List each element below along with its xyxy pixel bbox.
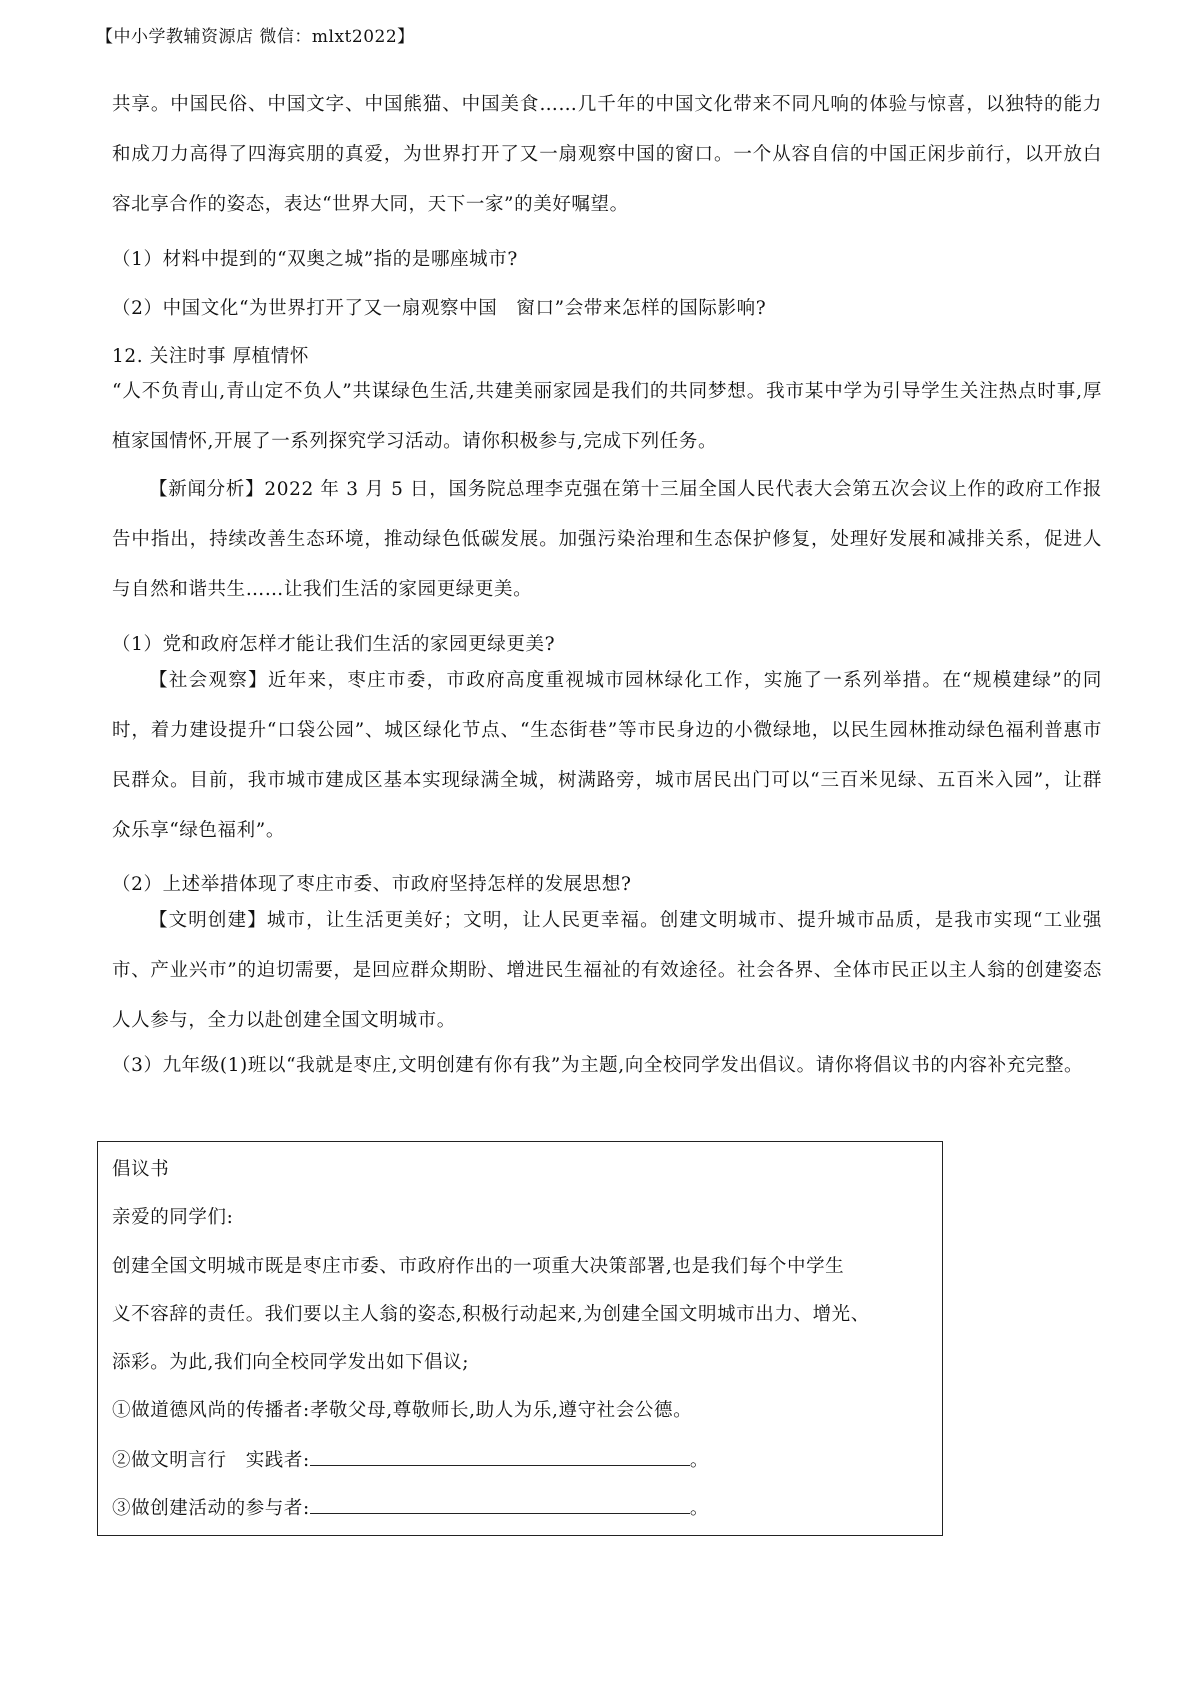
proposal-line-2: 义不容辞的责任。我们要以主人翁的姿态,积极行动起来,为创建全国文明城市出力、增光、 — [112, 1304, 870, 1325]
proposal-title: 倡议书 — [112, 1159, 170, 1180]
proposal-item-1: ①做道德风尚的传播者:孝敬父母,尊敬师长,助人为乐,遵守社会公德。 — [112, 1400, 693, 1421]
q11-sub2: （2）中国文化“为世界打开了又一扇观察中国 窗口”会带来怎样的国际影响? — [112, 298, 767, 319]
q12-social: 【社会观察】近年来，枣庄市委，市政府高度重视城市园林绿化工作，实施了一系列举措。在“规模建绿”的同时，着力建设提升“口袋公园”、城区绿化节点、“生态街巷”等市民身边的小微绿地，以民生园林推动绿色福利普惠市民群众。目前，我市城市建成区基本实现绿满全城，树满路旁，城市居民出门可以“三百米见绿、五百米入园”，让群众乐享“绿色福利”。 — [112, 670, 1102, 841]
q12-title: 12. 关注时事 厚植情怀 — [112, 346, 309, 367]
q11-material: 共享。中国民俗、中国文字、中国熊猫、中国美食……几千年的中国文化带来不同凡响的体验与惊喜，以独特的能力和成刀力高得了四海宾朋的真爱，为世界打开了又一扇观察中国的窗口。一个从容自信的中国正闲步前行，以开放白容北享合作的姿态，表达“世界大同，天下一家”的美好嘱望。 — [112, 94, 1102, 215]
q12-news: 【新闻分析】2022 年 3 月 5 日，国务院总理李克强在第十三届全国人民代表大会第五次会议上作的政府工作报告中指出，持续改善生态环境，推动绿色低碳发展。加强污染治理和生态保护修复，处理好发展和减排关系，促进人与自然和谐共生……让我们生活的家园更绿更美。 — [112, 479, 1102, 600]
proposal-item-2-end: 。 — [689, 1450, 709, 1471]
proposal-line-3: 添彩。为此,我们向全校同学发出如下倡议; — [112, 1352, 470, 1373]
answer-blank-item-2[interactable] — [310, 1445, 690, 1466]
proposal-greeting: 亲爱的同学们: — [112, 1207, 234, 1228]
q11-sub1: （1）材料中提到的“双奥之城”指的是哪座城市? — [112, 249, 518, 270]
proposal-box — [97, 1141, 943, 1536]
proposal-item-2-label: ②做文明言行 实践者: — [112, 1450, 310, 1471]
proposal-item-3-end: 。 — [689, 1498, 709, 1519]
q12-civil: 【文明创建】城市，让生活更美好；文明，让人民更幸福。创建文明城市、提升城市品质，是我市实现“工业强市、产业兴市”的迫切需要，是回应群众期盼、增进民生福祉的有效途径。社会各界、全体市民正以主人翁的创建姿态人人参与，全力以赴创建全国文明城市。 — [112, 910, 1102, 1031]
proposal-item-3-label: ③做创建活动的参与者: — [112, 1498, 310, 1519]
q12-intro: “人不负青山,青山定不负人”共谋绿色生活,共建美丽家园是我们的共同梦想。我市某中学为引导学生关注热点时事,厚植家国情怀,开展了一系列探究学习活动。请你积极参与,完成下列任务。 — [112, 381, 1102, 452]
proposal-item-2 — [112, 1445, 927, 1475]
answer-blank-item-3[interactable] — [310, 1493, 690, 1514]
q12-sub3: （3）九年级(1)班以“我就是枣庄,文明创建有你有我”为主题,向全校同学发出倡议。请你将倡议书的内容补充完整。 — [112, 1055, 1084, 1076]
proposal-item-3 — [112, 1493, 927, 1523]
page-header: 【中小学教辅资源店 微信：mlxt2022】 — [96, 27, 415, 47]
q12-sub2: （2）上述举措体现了枣庄市委、市政府坚持怎样的发展思想? — [112, 874, 632, 895]
q12-sub1: （1）党和政府怎样才能让我们生活的家园更绿更美? — [112, 634, 556, 655]
proposal-line-1: 创建全国文明城市既是枣庄市委、市政府作出的一项重大决策部署,也是我们每个中学生 — [112, 1256, 845, 1277]
